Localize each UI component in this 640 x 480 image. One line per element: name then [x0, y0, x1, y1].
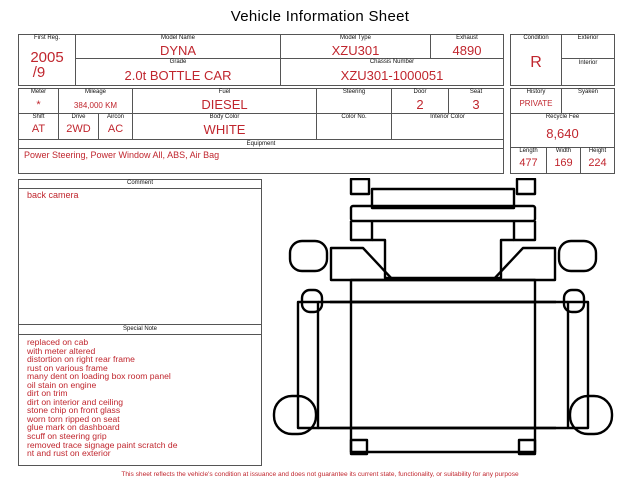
rear-left-wheel — [274, 396, 316, 434]
list-item: dirt on trim — [27, 388, 68, 399]
shift-value: AT — [31, 123, 46, 135]
grade-label: Grade — [169, 59, 187, 65]
body-color-label: Body Color — [209, 114, 240, 120]
drive-label: Drive — [71, 114, 86, 120]
chassis-label: Chassis Number — [369, 59, 415, 65]
meter-value: * — [36, 99, 41, 111]
first-reg-year: 2005 — [30, 49, 64, 66]
grade-value: 2.0t BOTTLE CAR — [124, 68, 232, 83]
list-item: replaced on cab — [27, 337, 89, 347]
history-label: History — [526, 89, 546, 95]
special-note-list — [27, 338, 177, 458]
truck-diagram — [268, 178, 618, 468]
equipment-divider — [18, 148, 504, 149]
rear-bumper — [351, 428, 535, 452]
first-reg-month: /9 — [32, 64, 46, 81]
front-right-wheel — [559, 241, 596, 271]
interior-label: Interior — [578, 60, 598, 66]
exhaust-label: Exhaust — [456, 35, 478, 41]
model-type-value: XZU301 — [331, 43, 380, 58]
model-type-label: Model Type — [340, 35, 371, 41]
list-item: glue mark on dashboard — [27, 422, 120, 433]
fuel-label: Fuel — [218, 89, 231, 95]
seat-value: 3 — [472, 97, 480, 112]
exhaust-value: 4890 — [452, 43, 482, 58]
seat-label: Seat — [469, 89, 483, 95]
equipment-label: Equipment — [246, 141, 276, 147]
mileage-label: Mileage — [84, 89, 106, 95]
right-headlight — [517, 179, 535, 194]
exterior-label: Exterior — [577, 35, 599, 41]
list-item: removed trace signage paint scratch de — [27, 439, 178, 450]
color-no-label: Color No. — [341, 114, 367, 120]
steering-label: Steering — [342, 89, 366, 95]
left-fender-front — [351, 221, 372, 240]
meter-label: Meter — [30, 89, 47, 95]
disclaimer-footer: This sheet reflects the vehicle's condition at issuance and does not guarantee its current state, functionality, or suitability for any purpose — [121, 471, 519, 478]
body-color-value: WHITE — [203, 122, 246, 137]
list-item: stone chip on front glass — [27, 405, 121, 416]
syaken-label: Syaken — [577, 89, 598, 95]
door-label: Door — [413, 89, 427, 95]
cab-lower — [351, 280, 535, 302]
history-value: PRIVATE — [519, 99, 553, 108]
windshield-area — [372, 240, 514, 278]
first-reg-label: First Reg. — [33, 35, 60, 41]
list-item: oil stain on engine — [27, 379, 97, 390]
special-note-divider — [18, 334, 262, 335]
condition-value: R — [530, 54, 542, 71]
drive-value: 2WD — [66, 123, 91, 135]
comment-label: Comment — [126, 180, 153, 186]
door-value: 2 — [416, 97, 424, 112]
fuel-value: DIESEL — [201, 97, 248, 112]
left-headlight — [351, 179, 369, 194]
rear-right-wheel — [570, 396, 612, 434]
list-item: scuff on steering grip — [27, 431, 107, 442]
height-label: Height — [588, 148, 607, 154]
recycle-fee-label: Recycle Fee — [545, 114, 580, 120]
height-value: 224 — [588, 157, 607, 169]
cargo-box — [351, 302, 535, 428]
aircon-label: Aircon — [106, 114, 124, 120]
chassis-value: XZU301-1000051 — [340, 68, 444, 83]
list-item: with meter altered — [27, 345, 96, 356]
condition-label: Condition — [523, 35, 549, 41]
mileage-value: 384,000 KM — [73, 101, 118, 110]
equipment-value: Power Steering, Power Window All, ABS, Air Bag — [24, 150, 220, 160]
front-left-wheel — [290, 241, 327, 271]
list-item: worn torn ripped on seat — [27, 413, 120, 424]
special-note-top-divider — [18, 324, 262, 325]
list-item: distortion on right rear frame — [27, 354, 135, 365]
model-name-value: DYNA — [159, 43, 197, 58]
width-label: Width — [555, 148, 572, 154]
shift-label: Shift — [32, 114, 45, 120]
right-fender-front — [514, 221, 535, 240]
length-label: Length — [519, 148, 538, 154]
recycle-fee-value: 8,640 — [546, 126, 579, 141]
cab-body — [331, 248, 555, 280]
aircon-value: AC — [107, 123, 124, 135]
list-item: many dent on loading box room panel — [27, 371, 171, 382]
model-name-label: Model Name — [160, 35, 195, 41]
comment-value: back camera — [27, 190, 79, 200]
sheet-title: Vehicle Information Sheet — [230, 8, 410, 25]
special-note-label: Special Note — [122, 326, 158, 332]
comment-divider — [18, 188, 262, 189]
length-value: 477 — [519, 157, 538, 169]
interior-color-label: Interior Color — [430, 114, 465, 120]
list-item: rust on various frame — [27, 362, 108, 373]
width-value: 169 — [554, 157, 573, 169]
list-item: dirt on interior and ceiling — [27, 396, 124, 407]
list-item: nt and rust on exterior — [27, 448, 111, 459]
